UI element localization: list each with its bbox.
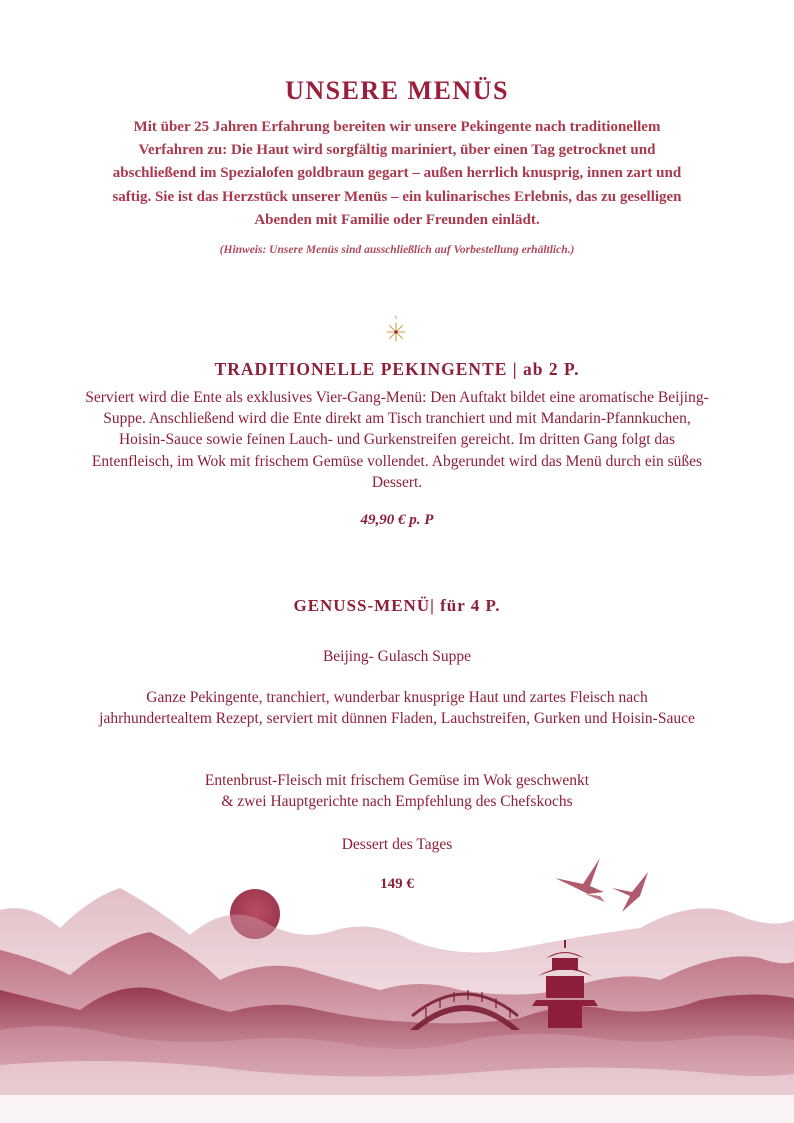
section-title-pekingente: TRADITIONELLE PEKINGENTE | ab 2 P. bbox=[214, 359, 580, 379]
mountain-landscape-illustration bbox=[0, 840, 794, 1123]
preorder-note: (Hinweis: Unsere Menüs sind ausschließlich auf Vorbestellung erhältlich.) bbox=[219, 244, 575, 256]
course-item: Dessert des Tages bbox=[341, 836, 453, 853]
section-description-pekingente: Serviert wird die Ente als exklusives Vier-Gang-Menü: Den Auftakt bildet eine aromatische Beijing-Suppe. Anschließend wird die Ente direkt am Tisch tranchiert und mit Mandarin-Pfannkuchen, Hoisin-Sauce sowie feinen Lauch- und Gurkenstreifen gereicht. Im dritten Gang folgt das Entenfleisch, im Wok mit frischem Gemüse vollendet. Abgerundet wird das Menü durch ein süßes Dessert. bbox=[85, 389, 709, 491]
page-title: UNSERE MENÜS bbox=[285, 76, 509, 105]
crane-birds-icon bbox=[555, 858, 648, 912]
price-genuss-menu: 149 € bbox=[380, 876, 414, 892]
course-item: Entenbrust-Fleisch mit frischem Gemüse im Wok geschwenkt & zwei Hauptgerichte nach Empfehlung des Chefskochs bbox=[204, 772, 590, 811]
price-pekingente: 49,90 € p. P bbox=[360, 512, 434, 528]
intro-text: Mit über 25 Jahren Erfahrung bereiten wir unsere Pekingente nach traditionellem Verfahren zu: Die Haut wird sorgfältig mariniert, über einen Tag getrocknet und abschließend im Spezialofen goldbraun gegart – außen herrlich knusprig, innen zart und saftig. Sie ist das Herzstück unserer Menüs – ein kulinarisches Erlebnis, das zu geselligen Abenden mit Familie oder Freunden einlädt. bbox=[112, 119, 682, 228]
section-title-genuss-menu: GENUSS-MENÜ| für 4 P. bbox=[293, 596, 501, 615]
sparkle-ornament-icon bbox=[385, 314, 407, 344]
course-item: Beijing- Gulasch Suppe bbox=[322, 648, 472, 665]
course-item: Ganze Pekingente, tranchiert, wunderbar knusprige Haut und zartes Fleisch nach jahrhundertealtem Rezept, serviert mit dünnen Fladen, Lauchstreifen, Gurken und Hoisin-Sauce bbox=[99, 689, 695, 728]
